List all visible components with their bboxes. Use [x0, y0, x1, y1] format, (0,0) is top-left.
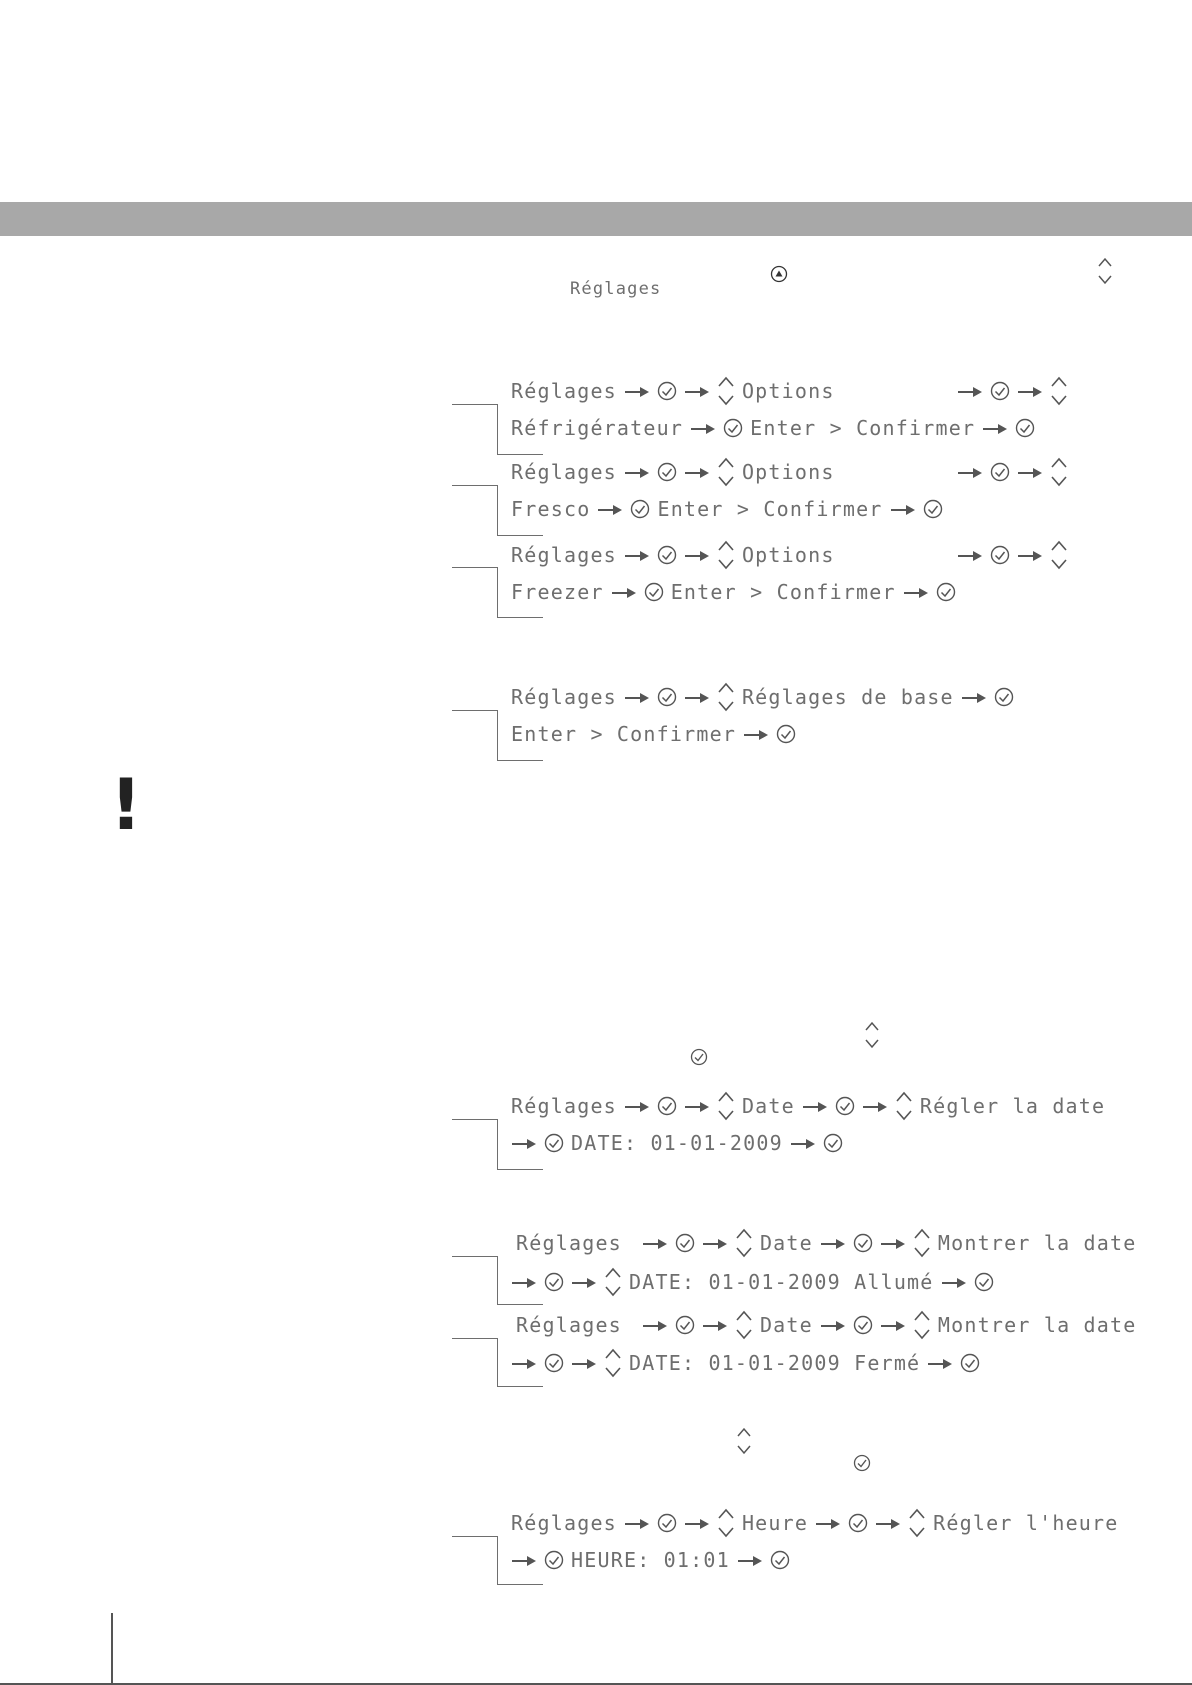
up-down-chevron-icon	[895, 1090, 913, 1122]
up-down-chevron-icon	[1050, 456, 1068, 488]
check-circle-icon	[1015, 418, 1035, 439]
up-down-chevron-icon	[604, 1347, 622, 1379]
instruction-line	[511, 1126, 843, 1160]
instruction-line	[511, 492, 943, 526]
check-circle-icon	[723, 418, 743, 439]
arrow-right-icon	[1017, 463, 1043, 482]
up-down-chevron-icon	[717, 456, 735, 488]
arrow-right-icon	[1017, 382, 1043, 401]
menu-item: Heure	[741, 1511, 809, 1535]
check-circle-icon	[544, 1353, 564, 1374]
check-circle-icon	[974, 1272, 994, 1293]
check-circle-icon	[990, 381, 1010, 402]
arrow-right-icon	[642, 1316, 668, 1335]
menu-item: Date	[741, 1094, 795, 1118]
instruction-line	[511, 1506, 1119, 1540]
menu-item: Montrer la date	[937, 1313, 1137, 1337]
up-down-chevron-icon	[604, 1266, 622, 1298]
header-band	[0, 202, 1192, 236]
menu-item: Réglages	[511, 1511, 617, 1535]
check-circle-icon	[675, 1315, 695, 1336]
menu-item: Régler la date	[919, 1094, 1106, 1118]
intro-menu-label: Réglages	[570, 279, 662, 299]
arrow-right-icon	[957, 546, 983, 565]
up-down-chevron-icon	[735, 1227, 753, 1259]
menu-item: Enter > Confirmer	[511, 722, 737, 746]
arrow-right-icon	[597, 500, 623, 519]
arrow-right-icon	[982, 419, 1008, 438]
bracket-top	[452, 1338, 498, 1339]
arrow-right-icon	[624, 1097, 650, 1116]
menu-item: Options	[741, 379, 835, 403]
arrow-right-icon	[957, 382, 983, 401]
instruction-line	[511, 717, 796, 751]
menu-item: Options	[741, 543, 835, 567]
arrow-right-icon	[790, 1134, 816, 1153]
check-circle-icon	[776, 724, 796, 745]
arrow-right-icon	[684, 1514, 710, 1533]
up-down-chevron-icon	[1050, 375, 1068, 407]
arrow-right-icon	[737, 1551, 763, 1570]
menu-item: Montrer la date	[937, 1231, 1137, 1255]
up-down-chevron-icon	[735, 1309, 753, 1341]
menu-item: Réglages	[511, 543, 617, 567]
check-circle-icon	[853, 1315, 873, 1336]
menu-item: Enter > Confirmer	[670, 580, 896, 604]
arrow-right-icon	[684, 688, 710, 707]
menu-item: Réglages	[511, 460, 617, 484]
check-circle-icon	[923, 499, 943, 520]
arrow-right-icon	[684, 1097, 710, 1116]
menu-item: Date	[759, 1313, 813, 1337]
instruction-line	[516, 1308, 1137, 1342]
instruction-line	[511, 1346, 980, 1380]
arrow-right-icon	[511, 1273, 537, 1292]
menu-item: Réglages	[516, 1231, 622, 1255]
arrow-right-icon	[875, 1514, 901, 1533]
check-circle-icon	[835, 1096, 855, 1117]
check-circle-icon	[690, 1046, 708, 1066]
arrow-right-icon	[702, 1234, 728, 1253]
check-circle-icon	[823, 1133, 843, 1154]
display-value: DATE: 01-01-2009 Fermé	[629, 1351, 921, 1375]
bracket-top	[452, 1536, 498, 1537]
menu-item: Régler l'heure	[933, 1511, 1119, 1535]
arrow-right-icon	[880, 1234, 906, 1253]
arrow-right-icon	[624, 382, 650, 401]
arrow-right-icon	[684, 382, 710, 401]
arrow-right-icon	[820, 1316, 846, 1335]
menu-item: Réglages	[511, 379, 617, 403]
check-circle-icon	[657, 381, 677, 402]
arrow-right-icon	[802, 1097, 828, 1116]
bracket-top	[452, 1256, 498, 1257]
check-circle-icon	[990, 545, 1010, 566]
arrow-right-icon	[571, 1273, 597, 1292]
check-circle-icon	[848, 1513, 868, 1534]
arrow-right-icon	[624, 546, 650, 565]
arrow-right-icon	[684, 546, 710, 565]
arrow-right-icon	[890, 500, 916, 519]
arrow-right-icon	[702, 1316, 728, 1335]
arrow-right-icon	[957, 463, 983, 482]
arrow-right-icon	[941, 1273, 967, 1292]
up-down-chevron-icon	[717, 681, 735, 713]
display-value: DATE: 01-01-2009 Allumé	[629, 1270, 934, 1294]
instruction-line	[511, 411, 1035, 445]
up-down-chevron-icon	[913, 1227, 931, 1259]
instruction-line	[511, 374, 1068, 408]
arrow-right-icon	[571, 1354, 597, 1373]
instruction-line	[511, 575, 956, 609]
menu-item: Réglages	[511, 1094, 617, 1118]
bracket-top	[452, 404, 498, 405]
check-circle-icon	[675, 1233, 695, 1254]
bracket-top	[452, 485, 498, 486]
menu-item: Réfrigérateur	[511, 416, 684, 440]
arrow-right-icon	[927, 1354, 953, 1373]
check-circle-icon	[770, 1550, 790, 1571]
up-down-chevron-icon	[717, 1507, 735, 1539]
arrow-right-icon	[820, 1234, 846, 1253]
up-down-chevron-icon	[717, 375, 735, 407]
menu-item: Date	[759, 1231, 813, 1255]
check-circle-icon	[990, 462, 1010, 483]
up-down-chevron-icon	[908, 1507, 926, 1539]
check-circle-icon	[657, 545, 677, 566]
check-circle-icon	[630, 499, 650, 520]
check-circle-icon	[544, 1133, 564, 1154]
menu-item: Enter > Confirmer	[750, 416, 976, 440]
arrow-right-icon	[624, 1514, 650, 1533]
warning-exclamation-icon: !	[110, 764, 142, 846]
menu-item: Réglages de base	[741, 685, 954, 709]
arrow-right-icon	[684, 463, 710, 482]
check-circle-icon	[853, 1233, 873, 1254]
bracket-top	[452, 710, 498, 711]
arrow-right-icon	[961, 688, 987, 707]
instruction-line	[511, 1089, 1105, 1123]
check-circle-icon	[644, 582, 664, 603]
arrow-right-icon	[1017, 546, 1043, 565]
instruction-line	[511, 1265, 994, 1299]
check-circle-icon	[544, 1272, 564, 1293]
arrow-right-icon	[743, 725, 769, 744]
instruction-line	[511, 1543, 790, 1577]
arrow-right-icon	[511, 1551, 537, 1570]
up-down-chevron-icon	[864, 1020, 880, 1050]
check-circle-icon	[657, 687, 677, 708]
check-circle-icon	[853, 1452, 871, 1472]
arrow-right-icon	[880, 1316, 906, 1335]
check-circle-icon	[657, 1513, 677, 1534]
arrow-right-icon	[862, 1097, 888, 1116]
arrow-right-icon	[624, 463, 650, 482]
check-circle-icon	[657, 462, 677, 483]
menu-item: Freezer	[511, 580, 604, 604]
check-circle-icon	[657, 1096, 677, 1117]
arrow-right-icon	[815, 1514, 841, 1533]
arrow-right-icon	[642, 1234, 668, 1253]
menu-item: Options	[741, 460, 835, 484]
check-circle-icon	[544, 1550, 564, 1571]
bracket-top	[452, 567, 498, 568]
instruction-line	[511, 455, 1068, 489]
footer-divider	[111, 1613, 113, 1685]
check-circle-icon	[936, 582, 956, 603]
instruction-line	[511, 538, 1068, 572]
arrow-right-icon	[611, 583, 637, 602]
arrow-right-icon	[511, 1354, 537, 1373]
up-down-chevron-icon	[1050, 539, 1068, 571]
up-down-chevron-icon	[717, 539, 735, 571]
check-circle-icon	[994, 687, 1014, 708]
instruction-line	[511, 680, 1014, 714]
bracket-top	[452, 1119, 498, 1120]
menu-item: Réglages	[511, 685, 617, 709]
up-triangle-button-icon	[770, 263, 788, 283]
display-value: HEURE: 01:01	[571, 1548, 730, 1572]
display-value: DATE: 01-01-2009	[571, 1131, 783, 1155]
instruction-line	[516, 1226, 1137, 1260]
up-down-chevron-icon	[717, 1090, 735, 1122]
up-down-chevron-icon	[913, 1309, 931, 1341]
menu-item: Fresco	[511, 497, 591, 521]
arrow-right-icon	[690, 419, 716, 438]
menu-item: Réglages	[516, 1313, 622, 1337]
check-circle-icon	[960, 1353, 980, 1374]
arrow-right-icon	[511, 1134, 537, 1153]
up-down-chevron-icon	[736, 1426, 752, 1456]
arrow-right-icon	[624, 688, 650, 707]
menu-item: Enter > Confirmer	[657, 497, 883, 521]
arrow-right-icon	[903, 583, 929, 602]
up-down-chevron-icon	[1097, 256, 1113, 286]
